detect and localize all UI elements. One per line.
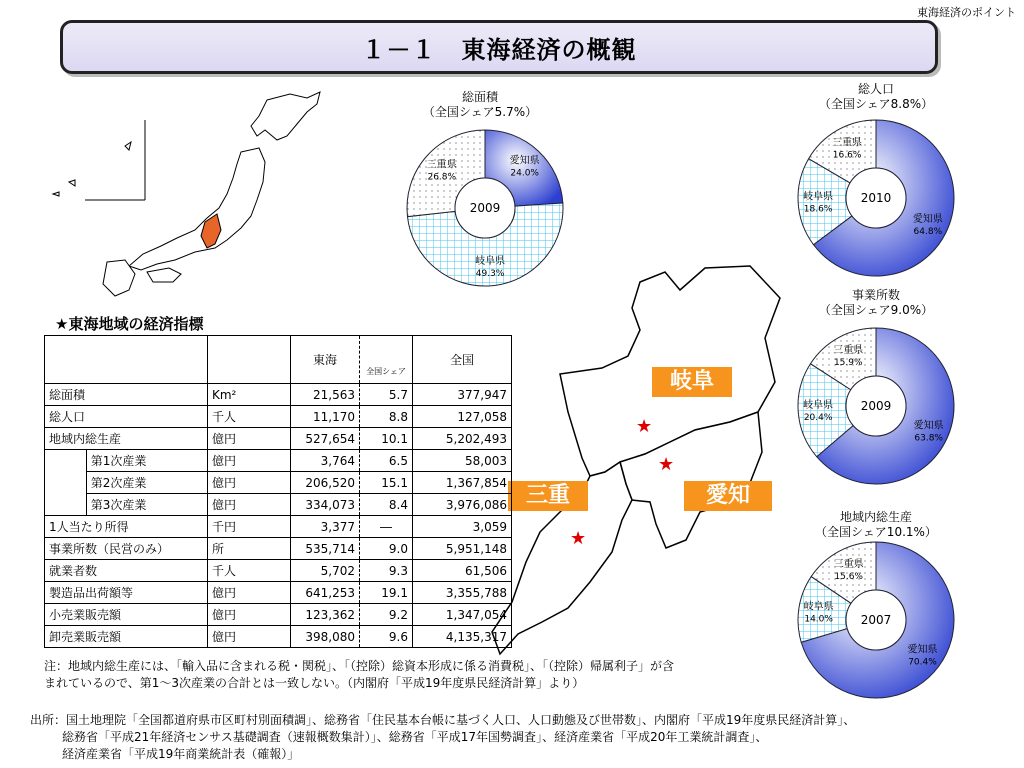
slice-value-label: 26.8% — [427, 172, 457, 183]
cell-tokai: 11,170 — [291, 406, 360, 428]
cell-share: 19.1 — [360, 582, 413, 604]
slice-name-label: 愛知県 — [907, 644, 938, 656]
head-tokai: 東海 — [291, 336, 360, 384]
slice-name-label: 岐阜県 — [803, 399, 834, 411]
header-tag: 東海経済のポイント — [917, 6, 1016, 19]
cell-national: 377,947 — [413, 384, 512, 406]
slice-value-label: 15.6% — [834, 571, 863, 582]
table-row — [45, 384, 512, 406]
cell-blank — [45, 472, 87, 494]
map-label-gifu: 岐阜 — [652, 367, 732, 397]
cell-unit: 億円 — [208, 626, 291, 648]
slice-value-label: 18.6% — [803, 204, 833, 215]
japan-map — [45, 90, 345, 300]
cell-unit: Km² — [208, 384, 291, 406]
cell-blank — [45, 494, 87, 516]
note: 注：地域内総生産には、「輸入品に含まれる税・関税」、「（控除）総資本形成に係る消費税」、「（控除）帰属利子」が含 まれているので、第1～3次産業の合計とは一致しない。（内閣府「平成19年度県民経済計算」より） — [44, 659, 675, 690]
cell-tokai: 3,764 — [291, 450, 360, 472]
cell-share: 10.1 — [360, 428, 413, 450]
slice-value-label: 49.3% — [475, 268, 505, 279]
chart-caption-area: 総面積 （全国シェア5.7%） — [422, 90, 538, 119]
cell-label: 事業所数（民営のみ） — [45, 538, 208, 560]
slice-value-label: 15.9% — [833, 358, 863, 369]
table-row — [45, 538, 512, 560]
cell-national: 127,058 — [413, 406, 512, 428]
cell-tokai: 641,253 — [291, 582, 360, 604]
page-title: １－１ 東海経済の概観 — [60, 20, 938, 74]
slice-value-label: 70.4% — [908, 657, 937, 668]
cell-label: 第2次産業 — [86, 472, 207, 494]
cell-label: 第3次産業 — [86, 494, 207, 516]
cell-tokai: 5,702 — [291, 560, 360, 582]
cell-label: 第1次産業 — [86, 450, 207, 472]
map-label-aichi: 愛知 — [684, 481, 772, 511]
cell-national: 58,003 — [413, 450, 512, 472]
cell-label: 総面積 — [45, 384, 208, 406]
cell-unit: 千人 — [208, 560, 291, 582]
table-row — [45, 406, 512, 428]
donut-chart-gdp — [796, 540, 956, 700]
slice-name-label: 愛知県 — [913, 420, 944, 432]
donut-center-year: 2010 — [860, 191, 892, 205]
cell-national: 4,135,317 — [413, 626, 512, 648]
chart-caption-population: 総人口 （全国シェア8.8%） — [818, 82, 934, 111]
head-national: 全国 — [413, 336, 512, 384]
table-row — [45, 582, 512, 604]
hokkaido-shape — [251, 92, 320, 140]
cell-unit: 億円 — [208, 450, 291, 472]
slice-name-label: 三重県 — [833, 345, 864, 357]
cell-label: 総人口 — [45, 406, 208, 428]
honshu-shape — [129, 148, 265, 270]
donut-center-year: 2009 — [860, 399, 892, 413]
tokai-map — [490, 262, 790, 662]
cell-unit: 億円 — [208, 604, 291, 626]
chart-caption-gdp: 地域内総生産 （全国シェア10.1%） — [815, 510, 937, 539]
gifu-capital-star: ★ — [636, 416, 653, 437]
table-row — [45, 494, 512, 516]
cell-blank — [45, 450, 87, 472]
slice-name-label: 三重県 — [832, 137, 863, 149]
cell-tokai: 527,654 — [291, 428, 360, 450]
cell-share: 9.6 — [360, 626, 413, 648]
cell-share: 15.1 — [360, 472, 413, 494]
table-row — [45, 450, 512, 472]
slice-value-label: 24.0% — [510, 168, 539, 179]
cell-unit: 千人 — [208, 406, 291, 428]
cell-tokai: 21,563 — [291, 384, 360, 406]
shikoku-shape — [147, 268, 181, 282]
cell-tokai: 398,080 — [291, 626, 360, 648]
cell-label: 製造品出荷額等 — [45, 582, 208, 604]
cell-share: 9.2 — [360, 604, 413, 626]
donut-center-year: 2007 — [860, 613, 892, 627]
slice-name-label: 三重県 — [426, 159, 457, 171]
donut-chart-population — [796, 118, 956, 278]
slice-name-label: 愛知県 — [912, 214, 943, 226]
cell-share: 5.7 — [360, 384, 413, 406]
cell-share: 8.8 — [360, 406, 413, 428]
table-row — [45, 516, 512, 538]
donut-center-year: 2009 — [469, 201, 501, 215]
map-label-mie: 三重 — [508, 481, 588, 511]
cell-share: ― — [360, 516, 413, 538]
small-islands — [53, 142, 131, 196]
cell-national: 1,347,054 — [413, 604, 512, 626]
cell-national: 5,202,493 — [413, 428, 512, 450]
table-row — [45, 560, 512, 582]
cell-tokai: 123,362 — [291, 604, 360, 626]
slice-value-label: 64.8% — [913, 227, 943, 238]
cell-share: 6.5 — [360, 450, 413, 472]
slice-name-label: 三重県 — [833, 558, 864, 570]
cell-national: 3,355,788 — [413, 582, 512, 604]
cell-tokai: 3,377 — [291, 516, 360, 538]
head-unit-empty — [208, 336, 291, 384]
slice-value-label: 63.8% — [914, 433, 943, 444]
cell-label: 就業者数 — [45, 560, 208, 582]
cell-share: 9.0 — [360, 538, 413, 560]
cell-national: 3,059 — [413, 516, 512, 538]
cell-label: 小売業販売額 — [45, 604, 208, 626]
donut-chart-establishments — [796, 326, 956, 486]
slice-name-label: 岐阜県 — [803, 601, 834, 613]
tsu-star: ★ — [570, 528, 587, 549]
cell-share: 9.3 — [360, 560, 413, 582]
table-row — [45, 472, 512, 494]
table-title: ★東海地域の経済指標 — [55, 315, 204, 333]
table-body — [45, 384, 512, 648]
cell-national: 5,951,148 — [413, 538, 512, 560]
chart-caption-establishments: 事業所数 （全国シェア9.0%） — [818, 288, 934, 317]
cell-unit: 億円 — [208, 472, 291, 494]
head-share: 全国シェア — [360, 336, 413, 384]
head-empty — [45, 336, 208, 384]
cell-national: 1,367,854 — [413, 472, 512, 494]
cell-label: 卸売業販売額 — [45, 626, 208, 648]
slice-name-label: 愛知県 — [509, 155, 540, 167]
indicators-table — [44, 335, 512, 648]
cell-label: 地域内総生産 — [45, 428, 208, 450]
slice-value-label: 16.6% — [832, 150, 862, 161]
slice-value-label: 14.0% — [804, 614, 833, 625]
cell-tokai: 206,520 — [291, 472, 360, 494]
cell-tokai: 535,714 — [291, 538, 360, 560]
cell-national: 3,976,086 — [413, 494, 512, 516]
cell-unit: 所 — [208, 538, 291, 560]
cell-label: 1人当たり所得 — [45, 516, 208, 538]
table-row — [45, 626, 512, 648]
cell-tokai: 334,073 — [291, 494, 360, 516]
cell-unit: 千円 — [208, 516, 291, 538]
table-row — [45, 604, 512, 626]
source: 出所：国土地理院「全国都道府県市区町村別面積調」、総務省「住民基本台帳に基づく人口、人口動態及び世帯数」、内閣府「平成19年度県民経済計算」、 総務省「平成21年経済センサス基礎調査（速報概数集計）」、総務省「平成17年国勢調査」、経済産業省「平成20年工業統計調査」、 経済産業省「平成19年商業統計表（確報）」 — [30, 713, 856, 761]
slice-value-label: 20.4% — [803, 412, 833, 423]
slice-name-label: 岐阜県 — [475, 255, 506, 267]
cell-unit: 億円 — [208, 494, 291, 516]
cell-unit: 億円 — [208, 582, 291, 604]
nagoya-star: ★ — [658, 454, 675, 475]
cell-share: 8.4 — [360, 494, 413, 516]
table-row — [45, 428, 512, 450]
cell-unit: 億円 — [208, 428, 291, 450]
cell-national: 61,506 — [413, 560, 512, 582]
slice-name-label: 岐阜県 — [803, 191, 834, 203]
